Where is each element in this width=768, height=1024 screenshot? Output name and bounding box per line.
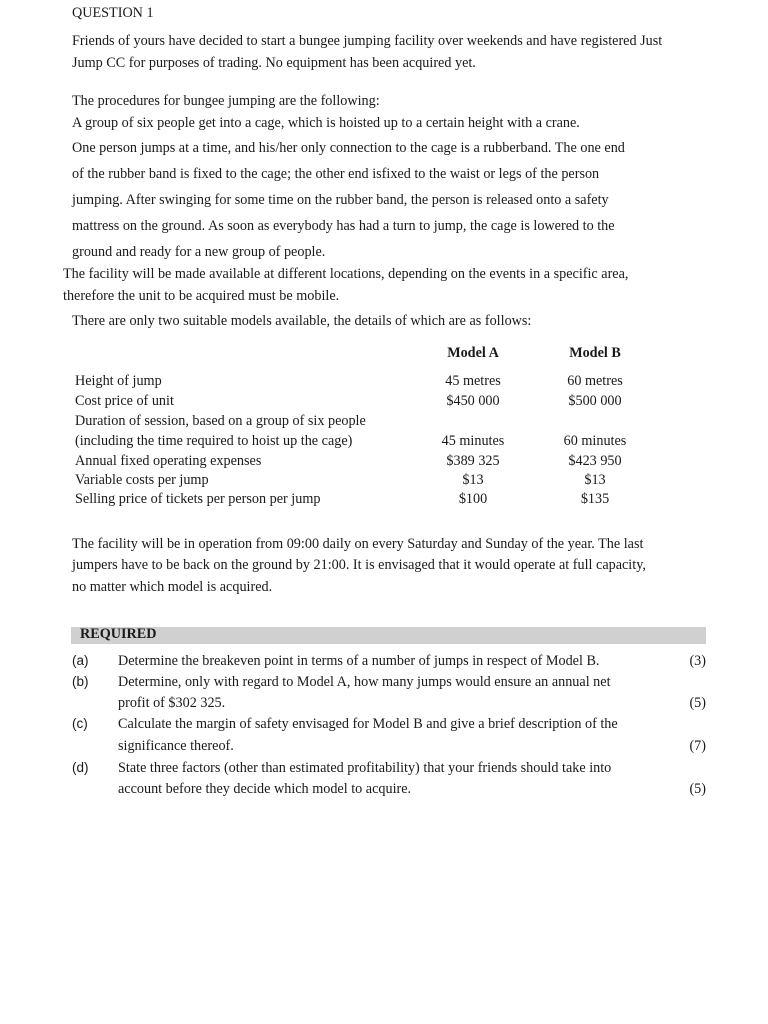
row-label: Annual fixed operating expenses [75,453,262,469]
question-d-text: account before they decide which model to acquire. [118,781,412,797]
facility-line: therefore the unit to be acquired must be mobile. [63,288,340,304]
intro-line: Friends of yours have decided to start a bungee jumping facility over weekends and have registered Just [72,33,663,49]
procedure-line: A group of six people get into a cage, which is hoisted up to a certain height with a crane. [72,115,580,131]
operation-line: jumpers have to be back on the ground by 21:00. It is envisaged that it would operate at full capacity, [72,557,646,573]
header-model-b: Model B [569,345,621,361]
row-label: Variable costs per jump [75,472,209,488]
required-heading: REQUIRED [80,626,157,642]
facility-line: The facility will be made available at different locations, depending on the events in a specific area, [63,266,629,282]
question-a-mark: (3) [689,653,706,669]
question-c-text: Calculate the margin of safety envisaged for Model B and give a brief description of the [118,716,618,732]
required-heading-bar [71,627,706,644]
cell-model-b: $13 [584,472,606,488]
question-b-text: Determine, only with regard to Model A, how many jumps would ensure an annual net [118,674,611,690]
procedures-heading: The procedures for bungee jumping are the following: [72,93,380,109]
intro-line: Jump CC for purposes of trading. No equipment has been acquired yet. [72,55,476,71]
question-letter-d: (d) [72,760,89,775]
question-c-mark: (7) [689,738,706,754]
procedure-line: mattress on the ground. As soon as everybody has had a turn to jump, the cage is lowered to the [72,218,615,234]
cell-model-b: 60 minutes [563,433,627,449]
cell-model-a: $100 [458,491,488,507]
operation-line: no matter which model is acquired. [72,579,273,595]
procedure-line: ground and ready for a new group of people. [72,244,326,260]
row-label: Cost price of unit [75,393,174,409]
cell-model-b: $135 [580,491,610,507]
procedure-line: One person jumps at a time, and his/her only connection to the cage is a rubberband. The one end [72,140,625,156]
procedure-line: of the rubber band is fixed to the cage; the other end isfixed to the waist or legs of the person [72,166,600,182]
row-label: Selling price of tickets per person per jump [75,491,321,507]
cell-model-a: $389 325 [446,453,500,469]
question-c-text: significance thereof. [118,738,234,754]
question-letter-b: (b) [72,674,89,689]
row-label: (including the time required to hoist up the cage) [75,433,353,449]
cell-model-b: $500 000 [568,393,622,409]
question-a-text: Determine the breakeven point in terms of a number of jumps in respect of Model B. [118,653,600,669]
header-model-a: Model A [447,345,499,361]
question-letter-c: (c) [72,716,88,731]
question-b-text: profit of $302 325. [118,695,226,711]
row-label: Duration of session, based on a group of six people [75,413,366,429]
cell-model-a: 45 minutes [441,433,505,449]
question-d-mark: (5) [689,781,706,797]
cell-model-a: $450 000 [446,393,500,409]
question-letter-a: (a) [72,653,89,668]
cell-model-a: $13 [462,472,484,488]
cell-model-b: 60 metres [567,373,623,389]
operation-line: The facility will be in operation from 09:00 daily on every Saturday and Sunday of the year. The last [72,536,644,552]
cell-model-b: $423 950 [568,453,622,469]
question-b-mark: (5) [689,695,706,711]
procedure-line: jumping. After swinging for some time on the rubber band, the person is released onto a safety [72,192,609,208]
row-label: Height of jump [75,373,162,389]
question-d-text: State three factors (other than estimated profitability) that your friends should take into [118,760,612,776]
models-intro: There are only two suitable models available, the details of which are as follows: [72,313,532,329]
cell-model-a: 45 metres [445,373,501,389]
question-title: QUESTION 1 [72,5,154,21]
